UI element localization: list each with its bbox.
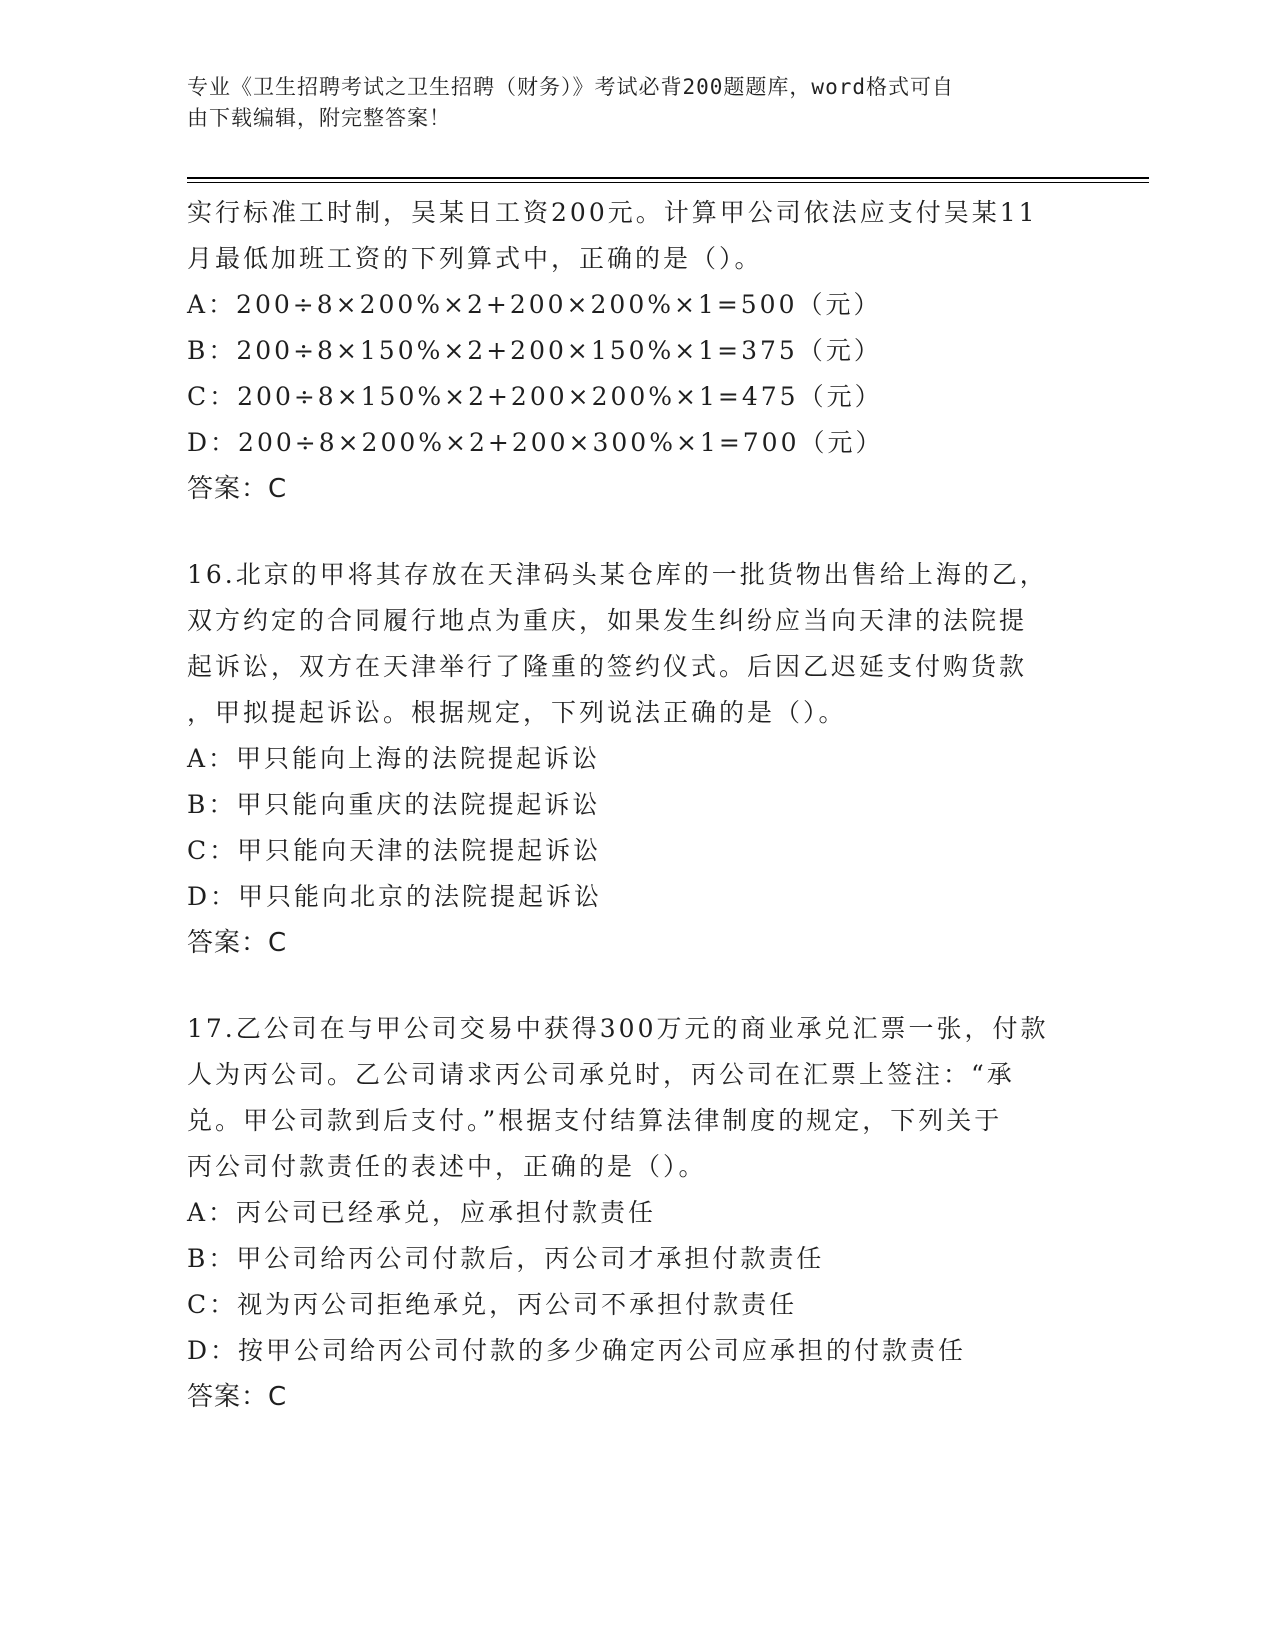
- question-stem-line: 人为丙公司。乙公司请求丙公司承兑时，丙公司在汇票上签注：“承: [187, 1060, 1015, 1089]
- option-b: B：200÷8×150%×2+200×150%×1=375（元）: [187, 336, 882, 365]
- option-d: D：甲只能向北京的法院提起诉讼: [187, 882, 603, 911]
- option-a: A：丙公司已经承兑，应承担付款责任: [187, 1198, 657, 1227]
- question-stem-line: 17.乙公司在与甲公司交易中获得300万元的商业承兑汇票一张，付款: [187, 1014, 1049, 1043]
- question-stem-line: 兑。甲公司款到后支付。”根据支付结算法律制度的规定，下列关于: [187, 1106, 1003, 1135]
- option-b: B：甲公司给丙公司付款后，丙公司才承担付款责任: [187, 1244, 825, 1273]
- option-a: A：200÷8×200%×2+200×200%×1=500（元）: [187, 290, 882, 319]
- document-header: [187, 72, 1067, 134]
- option-c: C：视为丙公司拒绝承兑，丙公司不承担付款责任: [187, 1290, 798, 1319]
- question-16: [187, 552, 1117, 966]
- option-b: B：甲只能向重庆的法院提起诉讼: [187, 790, 601, 819]
- question-stem-line: 月最低加班工资的下列算式中，正确的是（）。: [187, 244, 763, 273]
- answer-label: 答案：C: [187, 474, 288, 504]
- header-line-2: 由下载编辑，附完整答案！: [187, 106, 451, 130]
- header-line-1: 专业《卫生招聘考试之卫生招聘（财务）》考试必背200题题库，word格式可自: [187, 75, 954, 99]
- header-rule-thin: [187, 182, 1149, 183]
- option-a: A：甲只能向上海的法院提起诉讼: [187, 744, 601, 773]
- spacer: [187, 966, 1117, 1006]
- document-body: [187, 190, 1117, 1420]
- answer-label: 答案：C: [187, 928, 288, 958]
- question-stem-line: 双方约定的合同履行地点为重庆，如果发生纠纷应当向天津的法院提: [187, 606, 1028, 635]
- question-stem-line: 起诉讼，双方在天津举行了隆重的签约仪式。后因乙迟延支付购货款: [187, 652, 1028, 681]
- option-d: D：200÷8×200%×2+200×300%×1=700（元）: [187, 428, 884, 457]
- spacer: [187, 512, 1117, 552]
- question-stem-line: ，甲拟提起诉讼。根据规定，下列说法正确的是（）。: [187, 698, 847, 727]
- question-17: [187, 1006, 1117, 1420]
- question-15: [187, 190, 1117, 512]
- question-stem-line: 16.北京的甲将其存放在天津码头某仓库的一批货物出售给上海的乙，: [187, 560, 1048, 589]
- header-rule-thick: [187, 177, 1149, 179]
- option-d: D：按甲公司给丙公司付款的多少确定丙公司应承担的付款责任: [187, 1336, 967, 1365]
- question-stem-line: 丙公司付款责任的表述中，正确的是（）。: [187, 1152, 707, 1181]
- question-stem-line: 实行标准工时制，吴某日工资200元。计算甲公司依法应支付吴某11: [187, 198, 1038, 227]
- answer-label: 答案：C: [187, 1382, 288, 1412]
- option-c: C：200÷8×150%×2+200×200%×1=475（元）: [187, 382, 883, 411]
- option-c: C：甲只能向天津的法院提起诉讼: [187, 836, 602, 865]
